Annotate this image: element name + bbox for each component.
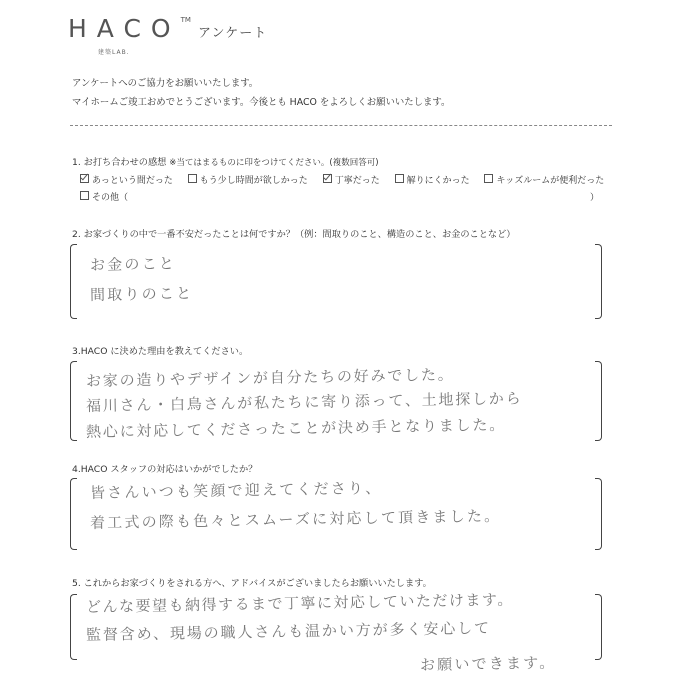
q1-option[interactable] — [484, 173, 604, 186]
q1-option[interactable] — [188, 173, 308, 186]
q5-answer-line: どんな要望も納得するまで丁寧に対応していただけます。 — [85, 590, 514, 616]
q1-other-label: その他（ — [92, 193, 129, 203]
q2-question: 2. お家づくりの中で一番不安だったことは何ですか？（例：間取りのこと、構造のこと、お金のことなど） — [72, 229, 516, 240]
q1-option-label: 解りにくかった — [406, 176, 470, 186]
checkbox-icon[interactable] — [80, 191, 89, 200]
q1-label: 1. お打ち合わせの感想 — [72, 157, 167, 168]
q1-note: ※当てはまるものに印をつけてください。(複数回答可) — [169, 158, 379, 168]
checkbox-checked-icon[interactable] — [323, 174, 332, 183]
q3-question: 3.HACO に決めた理由を教えてください。 — [72, 346, 249, 357]
q3-answer-line: 熱心に対応してくださったことが決め手となりました。 — [85, 415, 507, 441]
q4-answer-line: 着工式の際も色々とスムーズに対応して頂きました。 — [89, 506, 502, 532]
q5-question: 5. これからお家づくりをされる方へ、アドバイスがございましたらお願いいたします。 — [72, 578, 432, 589]
trademark-mark: TM — [180, 16, 191, 24]
q3-answer-line: お家の造りやデザインが自分たちの好みでした。 — [85, 365, 455, 390]
q1-other[interactable] — [80, 190, 128, 203]
q1-option-label: キッズルームが便利だった — [496, 176, 605, 186]
brand-name: HACO — [68, 14, 181, 43]
checkbox-icon[interactable] — [395, 174, 404, 183]
survey-title: アンケート — [198, 26, 268, 41]
q1-option[interactable] — [80, 173, 173, 186]
brand-subtitle: 建築LAB. — [98, 49, 130, 56]
q4-question: 4.HACO スタッフの対応はいかがでしたか？ — [72, 464, 258, 475]
q1-question — [72, 154, 379, 168]
q1-option-label: 丁寧だった — [334, 176, 380, 186]
q1-option-label: あっという間だった — [92, 176, 173, 186]
header-logo — [68, 14, 268, 56]
q2-answer-line: お金のこと — [89, 254, 177, 274]
q5-answer-line: お願いできます。 — [419, 653, 557, 674]
checkbox-icon[interactable] — [188, 174, 197, 183]
checkbox-icon[interactable] — [484, 174, 493, 183]
intro-line-2: マイホームご竣工おめでとうございます。今後とも HACO をよろしくお願いいたします。 — [72, 97, 451, 108]
dashed-divider — [70, 125, 612, 126]
q1-other-close: ） — [590, 193, 600, 203]
q3-answer-line: 福川さん・白鳥さんが私たちに寄り添って、土地探しから — [85, 389, 523, 415]
q1-option-label: もう少し時間が欲しかった — [199, 176, 308, 186]
intro-line-1: アンケートへのご協力をお願いいたします。 — [72, 78, 259, 89]
q4-answer-line: 皆さんいつも笑顔で迎えてくださり、 — [89, 478, 383, 502]
q5-answer-line: 監督含め、現場の職人さんも温かい方が多く安心して — [85, 618, 492, 644]
q1-option[interactable] — [395, 173, 470, 186]
checkbox-checked-icon[interactable] — [80, 174, 89, 183]
q1-option[interactable] — [323, 173, 380, 186]
q2-answer-line: 間取りのこと — [89, 284, 194, 304]
q1-options — [80, 173, 604, 186]
